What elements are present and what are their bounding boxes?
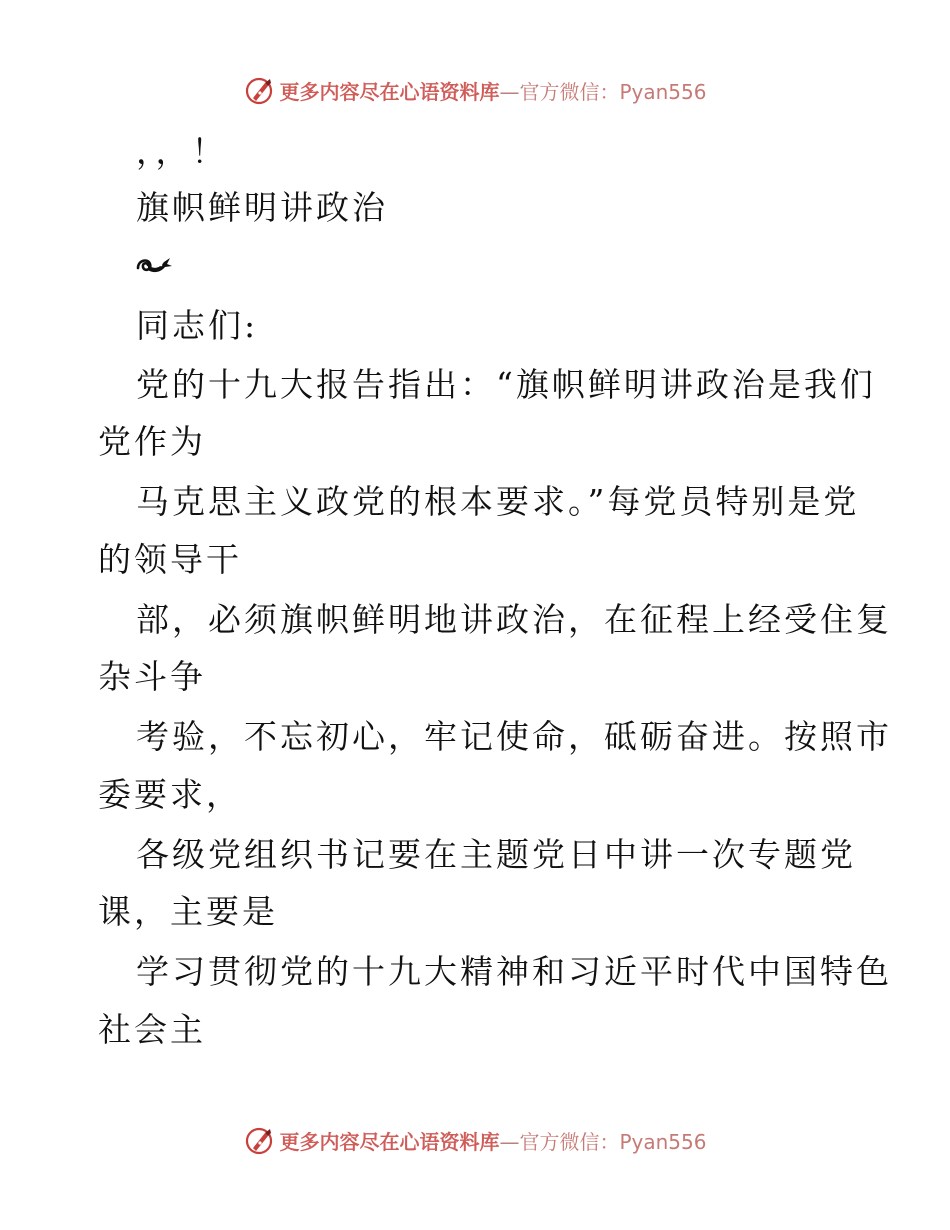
body-line-title: 旗帜鲜明讲政治 bbox=[136, 188, 388, 227]
header-wechat: 官方微信：Pyan556 bbox=[519, 79, 707, 104]
body-line: 课，主要是 bbox=[98, 892, 278, 931]
footer-wechat: 官方微信：Pyan556 bbox=[519, 1129, 707, 1154]
body-line: 的领导干 bbox=[98, 540, 242, 579]
footer-banner-text bbox=[279, 1126, 706, 1155]
header-separator: — bbox=[499, 79, 520, 104]
body-line: 马克思主义政党的根本要求。”每党员特别是党 bbox=[136, 482, 860, 521]
body-line: 委要求， bbox=[98, 775, 242, 814]
header-banner-text bbox=[279, 76, 706, 105]
body-line: 考验，不忘初心，牢记使命，砥砺奋进。按照市 bbox=[136, 717, 892, 756]
flourish-ornament-icon bbox=[134, 250, 174, 278]
body-line: 社会主 bbox=[98, 1010, 206, 1049]
pen-nib-logo-icon bbox=[243, 1124, 275, 1156]
footer-banner bbox=[0, 1120, 950, 1160]
footer-separator: — bbox=[499, 1129, 520, 1154]
body-line: 杂斗争 bbox=[98, 657, 206, 696]
body-line-greeting: 同志们: bbox=[136, 306, 259, 345]
header-brand: 更多内容尽在心语资料库 bbox=[279, 79, 500, 104]
footer-brand: 更多内容尽在心语资料库 bbox=[279, 1129, 500, 1154]
body-line: 学习贯彻党的十九大精神和习近平时代中国特色 bbox=[136, 952, 892, 991]
body-line-punctuation: ，，！ bbox=[136, 132, 228, 171]
body-line: 部，必须旗帜鲜明地讲政治，在征程上经受住复 bbox=[136, 600, 892, 639]
header-banner bbox=[0, 70, 950, 110]
body-line: 各级党组织书记要在主题党日中讲一次专题党 bbox=[136, 835, 856, 874]
pen-nib-logo-icon bbox=[243, 74, 275, 106]
body-line: 党作为 bbox=[98, 422, 206, 461]
body-line: 党的十九大报告指出：“旗帜鲜明讲政治是我们 bbox=[136, 365, 876, 404]
